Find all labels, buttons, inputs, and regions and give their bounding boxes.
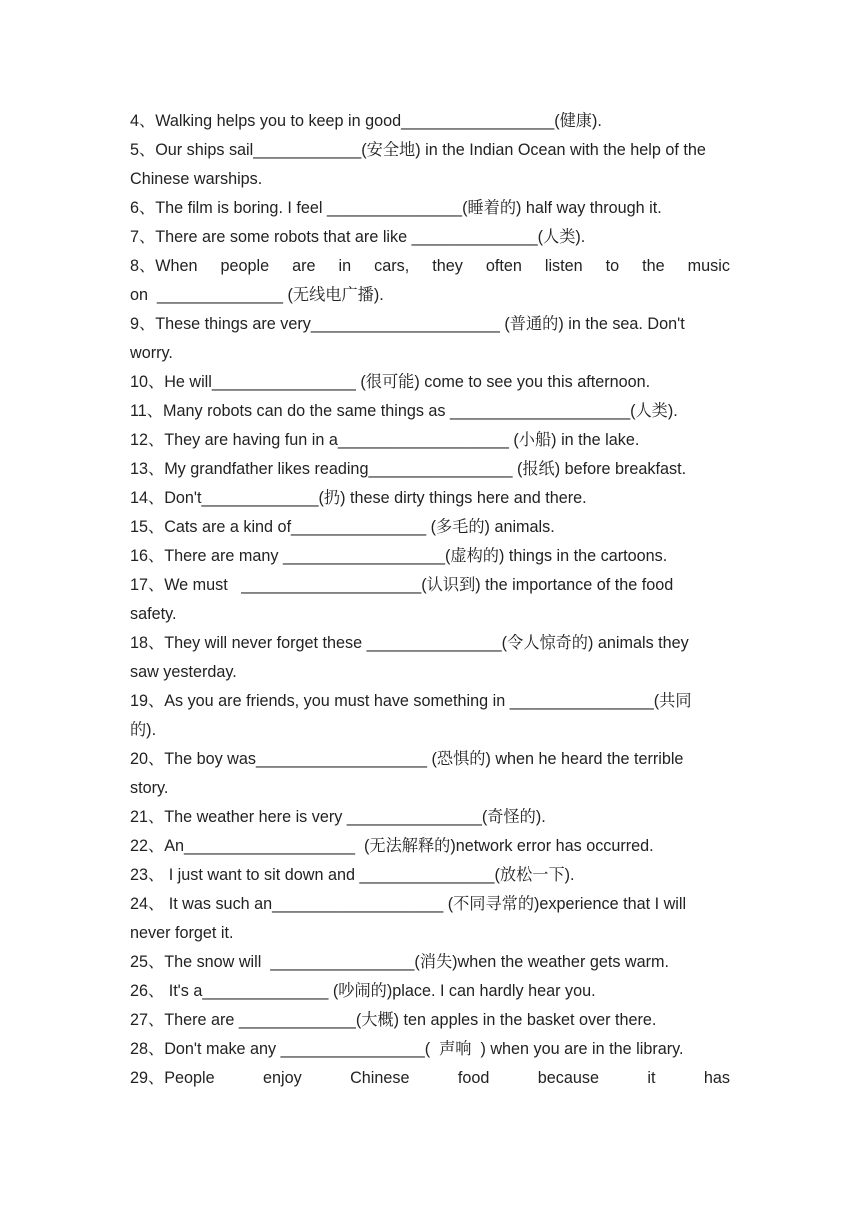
text-line: 17、We must ____________________(认识到) the importance of the food [130, 576, 674, 594]
text-line: never forget it. [130, 924, 234, 942]
justified-text-line [130, 1064, 730, 1093]
text-line: 25、The snow will ________________(消失)when the weather gets warm. [130, 953, 669, 971]
word: people [220, 257, 270, 275]
text-line: story. [130, 779, 169, 797]
text-line: 11、Many robots can do the same things as ____________________(人类). [130, 402, 678, 420]
text-line: 20、The boy was___________________ (恐惧的) when he heard the terrible [130, 750, 684, 768]
word: are [292, 257, 316, 275]
word: cars, [374, 257, 410, 275]
text-line: 12、They are having fun in a___________________ (小船) in the lake. [130, 431, 640, 449]
word: often [485, 257, 522, 275]
text-line: 10、He will________________ (很可能) come to see you this afternoon. [130, 373, 651, 391]
text-line: 4、Walking helps you to keep in good_________________(健康). [130, 112, 602, 130]
text-line: 28、Don't make any ________________( 声响 ) when you are in the library. [130, 1040, 684, 1058]
word: has [703, 1069, 730, 1087]
text-line: saw yesterday. [130, 663, 237, 681]
text-line: 7、There are some robots that are like ______________(人类). [130, 228, 586, 246]
text-line: worry. [130, 344, 173, 362]
word: it [647, 1069, 656, 1087]
word: 8、When [130, 257, 198, 275]
word: Chinese [350, 1069, 410, 1087]
word: listen [544, 257, 583, 275]
text-line: 24、 It was such an___________________ (不同寻常的)experience that I will [130, 895, 687, 913]
text-line: 6、The film is boring. I feel _______________(睡着的) half way through it. [130, 199, 662, 217]
word: the [642, 257, 665, 275]
document-page [130, 107, 730, 1093]
word: music [687, 257, 730, 275]
text-line: 27、There are _____________(大概) ten apples in the basket over there. [130, 1011, 657, 1029]
text-line: Chinese warships. [130, 170, 263, 188]
text-line: 22、An___________________ (无法解释的)network error has occurred. [130, 837, 654, 855]
justified-text-line [130, 252, 730, 281]
word: in [338, 257, 352, 275]
text-line: on ______________ (无线电广播). [130, 286, 384, 304]
text-line: safety. [130, 605, 177, 623]
text-line: 9、These things are very_____________________ (普通的) in the sea. Don't [130, 315, 685, 333]
word: enjoy [263, 1069, 302, 1087]
text-line: 5、Our ships sail____________(安全地) in the Indian Ocean with the help of the [130, 141, 706, 159]
text-line: 16、There are many __________________(虚构的) things in the cartoons. [130, 547, 668, 565]
word: to [605, 257, 620, 275]
text-line: 23、 I just want to sit down and _______________(放松一下). [130, 866, 575, 884]
text-line: 18、They will never forget these _______________(令人惊奇的) animals they [130, 634, 689, 652]
text-line: 13、My grandfather likes reading________________ (报纸) before breakfast. [130, 460, 687, 478]
text-line: 14、Don't_____________(扔) these dirty things here and there. [130, 489, 587, 507]
text-line: 21、The weather here is very _______________(奇怪的). [130, 808, 546, 826]
word: they [432, 257, 463, 275]
text-line: 的). [130, 721, 157, 739]
text-line: 26、 It's a______________ (吵闹的)place. I can hardly hear you. [130, 982, 596, 1000]
word: 29、People [130, 1069, 215, 1087]
word: food [457, 1069, 490, 1087]
word: because [537, 1069, 599, 1087]
text-line: 15、Cats are a kind of_______________ (多毛的) animals. [130, 518, 555, 536]
text-line: 19、As you are friends, you must have something in ________________(共同 [130, 692, 692, 710]
